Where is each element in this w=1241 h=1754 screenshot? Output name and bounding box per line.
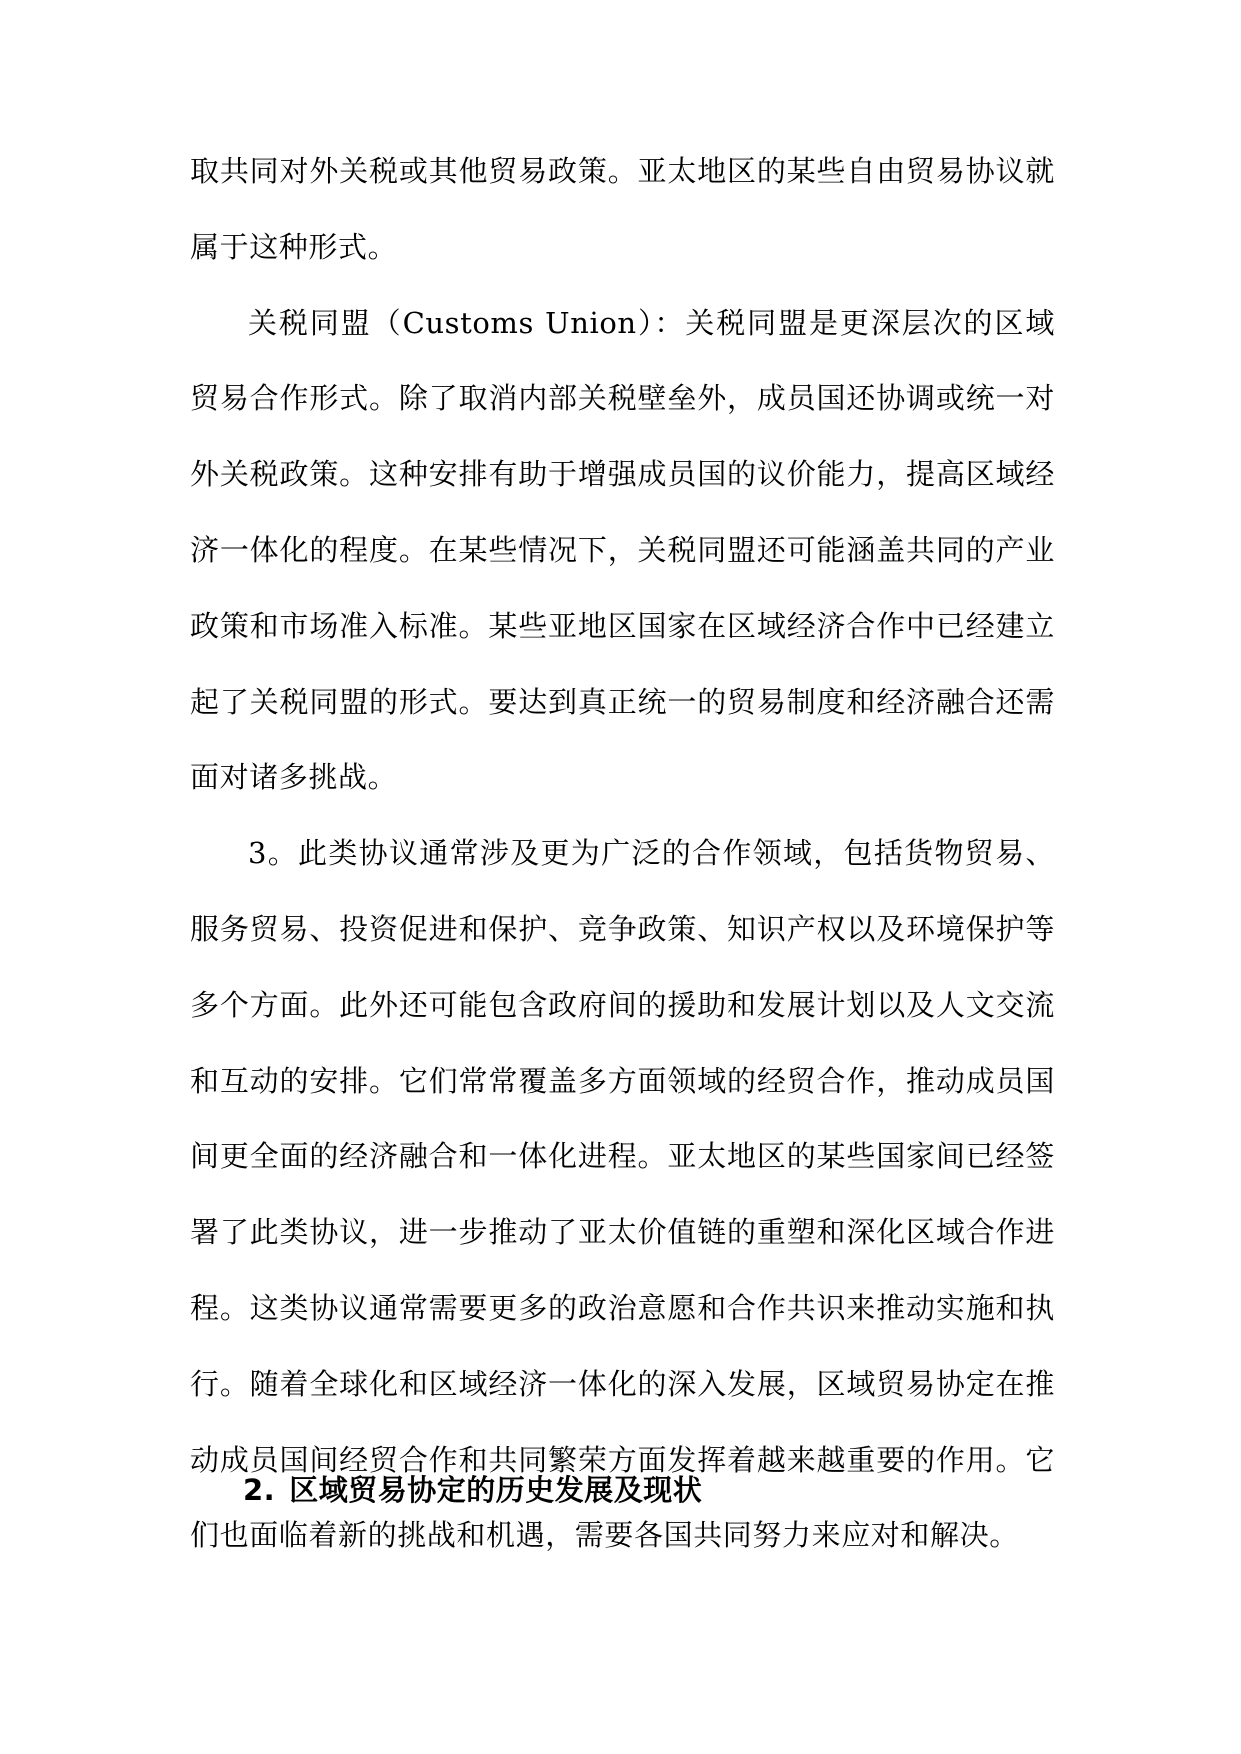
body-text [190, 134, 1055, 1574]
paragraph-continuation: 取共同对外关税或其他贸易政策。亚太地区的某些自由贸易协议就属于这种形式。 [190, 154, 1055, 264]
section-title: 区域贸易协定的历史发展及现状 [289, 1473, 703, 1507]
paragraph-customs-union: 关税同盟（Customs Union）：关税同盟是更深层次的区域贸易合作形式。除了取消内部关税壁垒外，成员国还协调或统一对外关税政策。这种安排有助于增强成员国的议价能力，提高区域经济一体化的程度。在某些情况下，关税同盟还可能涵盖共同的产业政策和市场准入标准。某些亚地区国家在区域经济合作中已经建立起了关税同盟的形式。要达到真正统一的贸易制度和经济融合还需面对诸多挑战。 [190, 305, 1055, 795]
section-number: 2. [243, 1473, 276, 1507]
paragraph-comprehensive-agreements: 3。此类协议通常涉及更为广泛的合作领域，包括货物贸易、服务贸易、投资促进和保护、竞争政策、知识产权以及环境保护等多个方面。此外还可能包含政府间的援助和发展计划以及人文交流和互动的安排。它们常常覆盖多方面领域的经贸合作，推动成员国间更全面的经济融合和一体化进程。亚太地区的某些国家间已经签署了此类协议，进一步推动了亚太价值链的重塑和深化区域合作进程。这类协议通常需要更多的政治意愿和合作共识来推动实施和执行。随着全球化和区域经济一体化的深入发展，区域贸易协定在推动成员国间经贸合作和共同繁荣方面发挥着越来越重要的作用。它们也面临着新的挑战和机遇，需要各国共同努力来应对和解决。 [190, 836, 1055, 1553]
section-heading [243, 1470, 702, 1510]
